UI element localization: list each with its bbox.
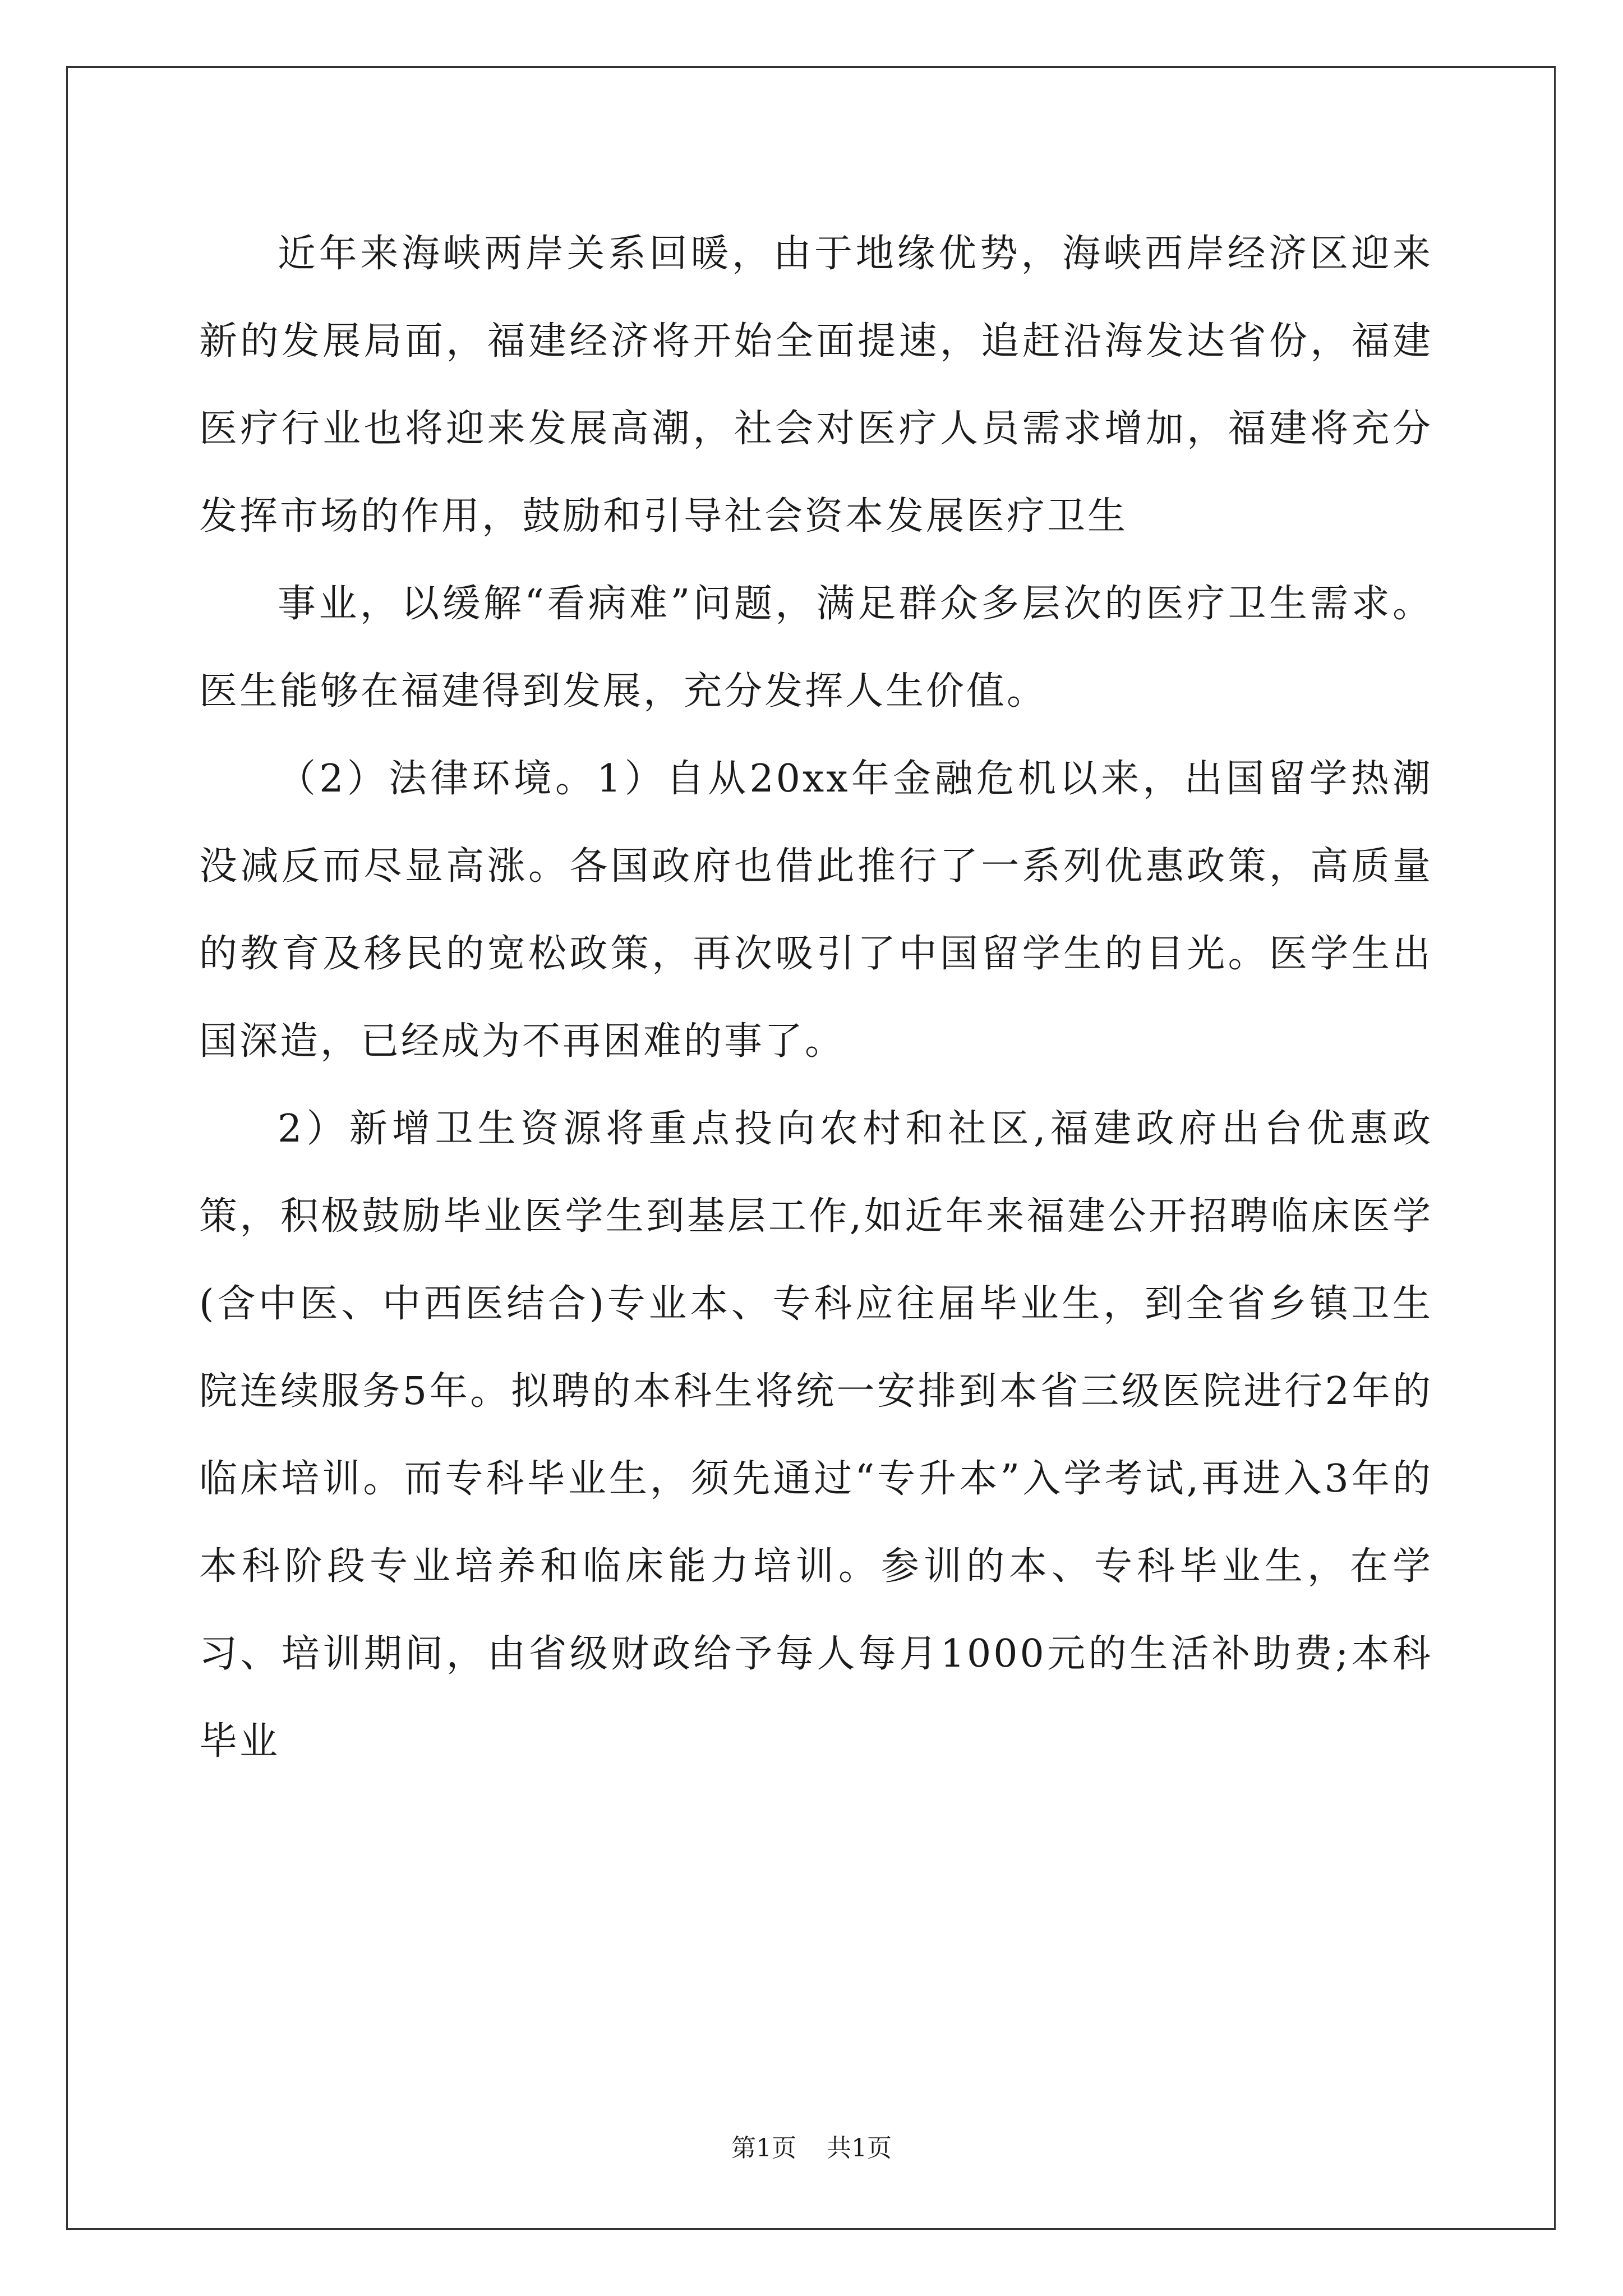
document-body [199,210,1433,1786]
paragraph-2: 事业，以缓解“看病难”问题，满足群众多层次的医疗卫生需求。医生能够在福建得到发展，充分发挥人生价值。 [199,582,1433,714]
page-footer [0,2132,1623,2165]
paragraph-1: 近年来海峡两岸关系回暖，由于地缘优势，海峡西岸经济区迎来新的发展局面，福建经济将开始全面提速，追赶沿海发达省份，福建医疗行业也将迎来发展高潮，社会对医疗人员需求增加，福建将充分发挥市场的作用，鼓励和引导社会资本发展医疗卫生 [199,232,1433,539]
paragraph-4: 2）新增卫生资源将重点投向农村和社区,福建政府出台优惠政策，积极鼓励毕业医学生到基层工作,如近年来福建公开招聘临床医学(含中医、中西医结合)专业本、专科应往届毕业生，到全省乡镇卫生院连续服务5年。拟聘的本科生将统一安排到本省三级医院进行2年的临床培训。而专科毕业生，须先通过“专升本”入学考试,再进入3年的本科阶段专业培养和临床能力培训。参训的本、专科毕业生，在学习、培训期间，由省级财政给予每人每月1000元的生活补助费;本科毕业 [199,1107,1433,1764]
paragraph-3: （2）法律环境。1）自从20xx年金融危机以来，出国留学热潮没减反而尽显高涨。各国政府也借此推行了一系列优惠政策，高质量的教育及移民的宽松政策，再次吸引了中国留学生的目光。医学生出国深造，已经成为不再困难的事了。 [199,757,1433,1064]
total-pages: 共1页 [827,2134,892,2162]
page-number: 第1页 [731,2134,796,2162]
